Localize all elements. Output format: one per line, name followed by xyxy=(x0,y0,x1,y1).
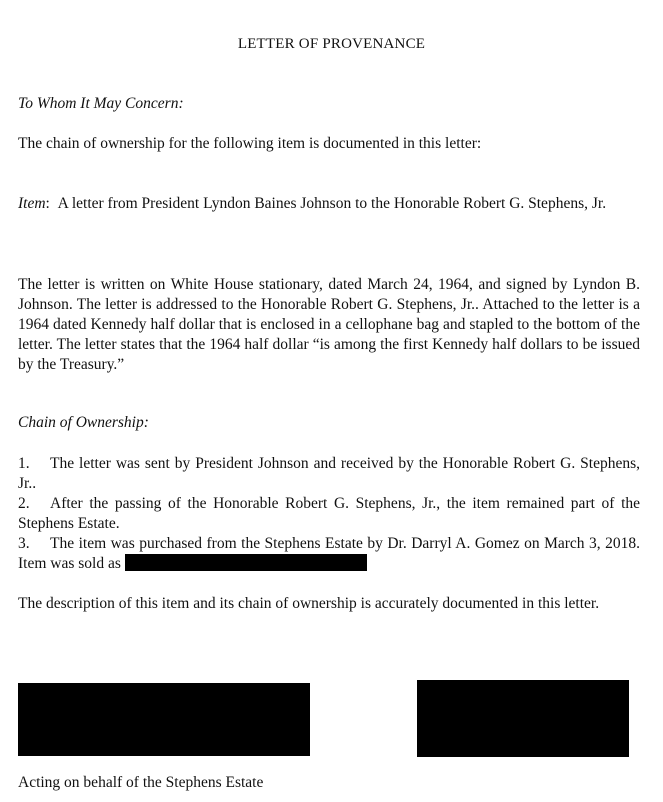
chain-item-number: 3. xyxy=(18,535,30,552)
signature-redaction xyxy=(18,683,310,756)
description-paragraph: The letter is written on White House stationary, dated March 24, 1964, and signed by Lyndon B. Johnson. The letter is addressed to the Honorable Robert G. Stephens, Jr.. Attached to the letter is a 1964 dated Kennedy half dollar that is enclosed in a cellophane bag and stapled to the bottom of the letter. The letter states that the 1964 half dollar “is among the first Kennedy half dollars to be issued by the Treasury.” xyxy=(18,276,640,373)
document-title: LETTER OF PROVENANCE xyxy=(237,36,426,52)
closing-paragraph: The description of this item and its chain of ownership is accurately documented in this letter. xyxy=(18,595,600,612)
salutation: To Whom It May Concern: xyxy=(18,95,184,112)
item-colon: : xyxy=(45,195,58,212)
item-text: A letter from President Lyndon Baines Johnson to the Honorable Robert G. Stephens, Jr. xyxy=(57,195,607,212)
item-label: Item xyxy=(18,195,46,212)
chain-item-number: 1. xyxy=(18,455,30,472)
signature-caption: Acting on behalf of the Stephens Estate xyxy=(18,774,264,791)
chain-item xyxy=(18,454,640,494)
chain-item xyxy=(18,534,640,574)
chain-item-text: After the passing of the Honorable Robert G. Stephens, Jr., the item remained part of the Stephens Estate. xyxy=(18,495,640,532)
intro-paragraph: The chain of ownership for the following item is documented in this letter: xyxy=(18,135,482,152)
signature-redaction xyxy=(417,680,629,757)
redaction-bar xyxy=(125,554,367,571)
chain-item-text: The letter was sent by President Johnson and received by the Honorable Robert G. Stephens, Jr.. xyxy=(18,455,640,492)
chain-heading: Chain of Ownership: xyxy=(18,414,149,431)
chain-item xyxy=(18,494,640,534)
chain-item-text: The item was purchased from the Stephens Estate by Dr. Darryl A. Gomez on March 3, 2018. Item was sold as xyxy=(18,535,640,572)
item-paragraph xyxy=(18,194,640,214)
chain-item-number: 2. xyxy=(18,495,30,512)
